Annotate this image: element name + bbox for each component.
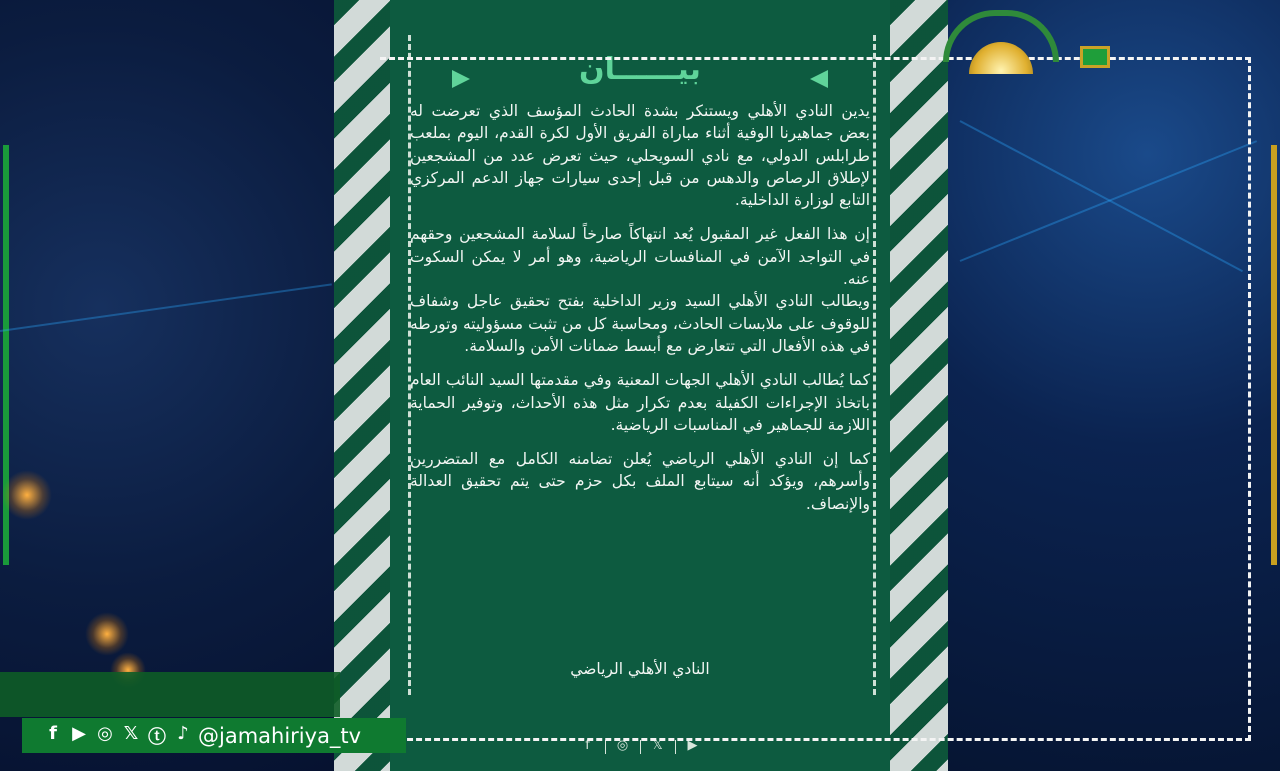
statement-paragraph-4: كما إن النادي الأهلي الرياضي يُعلن تضامنه الكامل مع المتضررين وأسرهم، ويؤكد أنه سيتابع الملف بكل حزم حتى يتم تحقيق العدالة والإنصاف. xyxy=(410,450,870,513)
statement-paragraph-1: يدين النادي الأهلي ويستنكر بشدة الحادث المؤسف الذي تعرضت له بعض جماهيرنا الوفية أثناء مباراة الفريق الأول لكرة القدم، اليوم بملعب طرابلس الدولي، مع نادي السويحلي، حيث تعرض عدد من المشجعين لإطلاق الرصاص والدهس من قبل إحدى سيارات جهاز الدعم المركزي التابع لوزارة الداخلية. xyxy=(410,102,870,210)
statement-body xyxy=(410,100,870,527)
right-accent-bar xyxy=(1271,145,1277,565)
divider xyxy=(675,740,676,754)
channel-social-bar xyxy=(22,718,406,753)
poster-title: بيــــــان xyxy=(579,52,701,87)
youtube-icon: ▶ xyxy=(687,738,698,753)
poster-social-links xyxy=(390,738,890,754)
flag-icon xyxy=(1080,46,1110,68)
threads-icon: ⓣ xyxy=(148,726,166,748)
statement-poster xyxy=(390,0,890,771)
youtube-icon: ▶ xyxy=(72,722,86,744)
instagram-icon: ◎ xyxy=(97,722,113,744)
social-bar-background xyxy=(0,672,340,717)
divider xyxy=(640,740,641,754)
facebook-icon: f xyxy=(49,722,57,744)
divider xyxy=(605,740,606,754)
left-background xyxy=(0,0,335,771)
channel-logo xyxy=(935,6,1070,72)
channel-social-icons xyxy=(22,723,194,749)
facebook-icon: f xyxy=(585,738,590,753)
x-icon: 𝕏 xyxy=(123,722,139,744)
poster-backdrop-right xyxy=(890,0,948,771)
light-glow xyxy=(85,612,129,656)
instagram-icon: ◎ xyxy=(616,738,629,753)
statement-paragraph-3: كما يُطالب النادي الأهلي الجهات المعنية وفي مقدمتها السيد النائب العام باتخاذ الإجراءات الكفيلة بعدم تكرار مثل هذه الأحداث، وتوفير الحماية اللازمة للجماهير في المناسبات الرياضية. xyxy=(410,371,870,434)
light-glow xyxy=(2,470,52,520)
poster-backdrop-left xyxy=(334,0,392,771)
right-background xyxy=(948,0,1280,771)
statement-paragraph-2: إن هذا الفعل غير المقبول يُعد انتهاكاً صارخاً لسلامة المشجعين وحقهم في التواجد الآمن في المنافسات الرياضية، وهو أمر لا يمكن السكوت عنه. ويطالب النادي الأهلي السيد وزير الداخلية بفتح تحقيق عاجل وشفاف للوقوف على ملابسات الحادث، ومحاسبة كل من تثبت مسؤوليته وتورطه في هذه الأفعال التي تتعارض مع أبسط ضمانات الأمن والسلامة. xyxy=(410,225,870,355)
channel-handle: @jamahiriya_tv xyxy=(198,723,362,748)
x-icon: 𝕏 xyxy=(652,738,663,753)
poster-signature: النادي الأهلي الرياضي xyxy=(570,660,710,678)
tiktok-icon: ♪ xyxy=(177,722,189,744)
